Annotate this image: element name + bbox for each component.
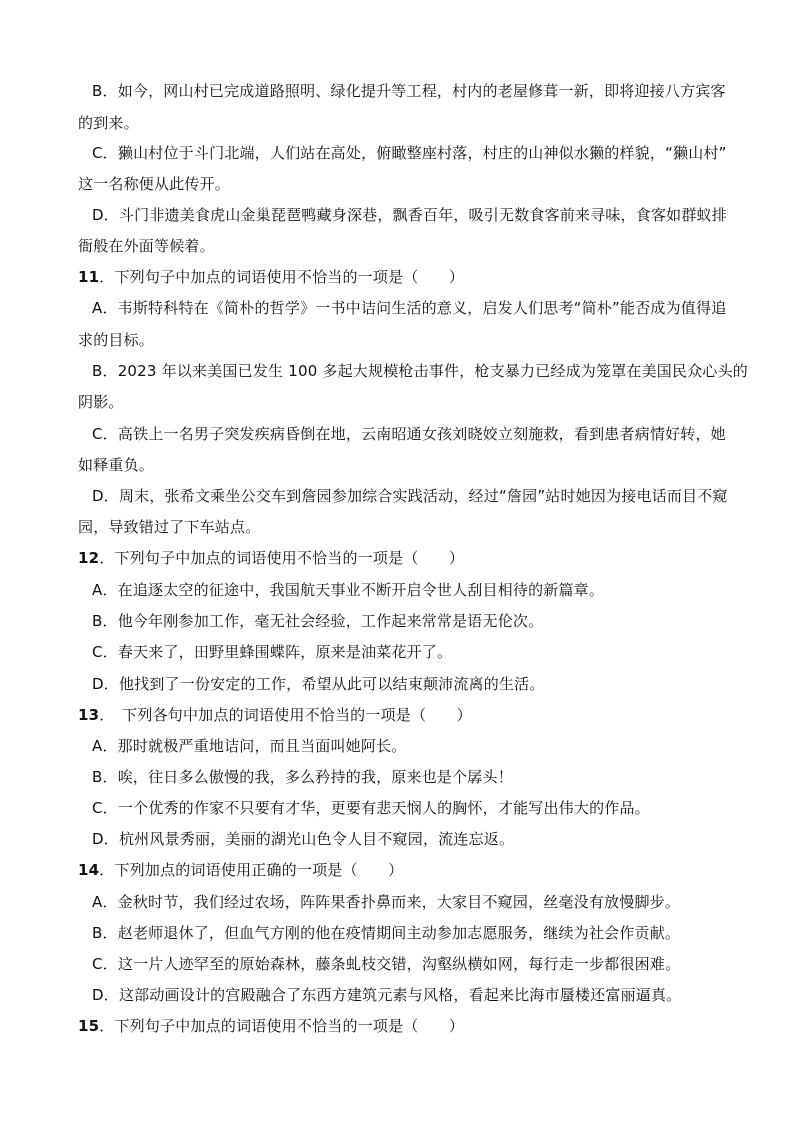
option-d-line: D．他找到了一份安定的工作，希望从此可以结束颠沛流离的生活。 [92,675,545,693]
question-14 [78,860,403,880]
option-a-line: A．在追逐太空的征途中，我国航天事业不断开启令世人刮目相待的新篇章。 [92,581,605,599]
question-number: 11 [78,268,100,286]
question-number: 14 [78,861,100,879]
question-text: ．下列句子中加点的词语使用不恰当的一项是（ ） [99,268,465,286]
option-b-line: B．唉，往日多么傲慢的我，多么矜持的我，原来也是个孱头！ [92,768,513,786]
question-text: ．下列句子中加点的词语使用不恰当的一项是（ ） [99,549,465,567]
option-a-line: A．那时就极严重地诘问，而且当面叫她阿长。 [92,737,407,755]
option-continuation-line: 求的目标。 [78,331,155,349]
option-d-line: D．周末，张希文乘坐公交车到詹园参加综合实践活动，经过“詹园”站时她因为接电话而目不窥 [92,487,728,505]
option-continuation-line: 阴影。 [78,393,124,411]
question-number: 12 [78,549,100,567]
option-continuation-line: 园，导致错过了下车站点。 [78,518,261,536]
question-number: 15 [78,1017,100,1035]
question-15 [78,1016,464,1036]
question-text: ． 下列各句中加点的词语使用不恰当的一项是（ ） [99,706,472,724]
option-continuation-line: 这一名称便从此传开。 [78,175,231,193]
option-continuation-line: 的到来。 [78,114,139,132]
option-continuation-line: 衙般在外面等候着。 [78,237,215,255]
option-c-line: C．獭山村位于斗门北端，人们站在高处，俯瞰整座村落，村庄的山神似水獭的样貌，“獭山村” [92,144,727,162]
option-d-line: D．斗门非遗美食虎山金巢琵琶鸭藏身深巷，飘香百年，吸引无数食客前来寻味，食客如群蚁排 [92,206,727,224]
option-a-line: A．韦斯特科特在《简朴的哲学》一书中诘问生活的意义，启发人们思考“简朴”能否成为值得追 [92,299,727,317]
option-d-line: D．杭州风景秀丽，美丽的湖光山色令人目不窥园，流连忘返。 [92,830,515,848]
option-d-line: D．这部动画设计的宫殿融合了东西方建筑元素与风格，看起来比海市蜃楼还富丽逼真。 [92,986,682,1004]
option-c-line: C．这一片人迹罕至的原始森林，藤条虬枝交错，沟壑纵横如网，每行走一步都很困难。 [92,955,681,973]
option-continuation-line: 如释重负。 [78,456,155,474]
option-b-line: B．赵老师退休了，但血气方刚的他在疫情期间主动参加志愿服务，继续为社会作贡献。 [92,924,681,942]
option-a-line: A．金秋时节，我们经过农场，阵阵果香扑鼻而来，大家目不窥园，丝毫没有放慢脚步。 [92,893,681,911]
question-number: 13 [78,706,100,724]
option-c-line: C．高铁上一名男子突发疾病昏倒在地，云南昭通女孩刘晓姣立刻施救，看到患者病情好转，她 [92,425,726,443]
option-c-line: C．一个优秀的作家不只要有才华，更要有悲天悯人的胸怀，才能写出伟大的作品。 [92,799,650,817]
option-c-line: C．春天来了，田野里蜂围蝶阵，原来是油菜花开了。 [92,643,453,661]
question-text: ．下列句子中加点的词语使用不恰当的一项是（ ） [99,1017,465,1035]
question-11 [78,267,464,287]
question-text: ．下列加点的词语使用正确的一项是（ ） [99,861,404,879]
question-12 [78,548,464,568]
option-b-line: B．如今，网山村已完成道路照明、绿化提升等工程，村内的老屋修葺一新，即将迎接八方宾客 [92,82,726,100]
option-b-line: B．2023 年以来美国已发生 100 多起大规模枪击事件，枪支暴力已经成为笼罩在美国民众心头的 [92,362,749,380]
question-13 [78,705,472,725]
option-b-line: B．他今年刚参加工作，毫无社会经验，工作起来常常是语无伦次。 [92,612,544,630]
